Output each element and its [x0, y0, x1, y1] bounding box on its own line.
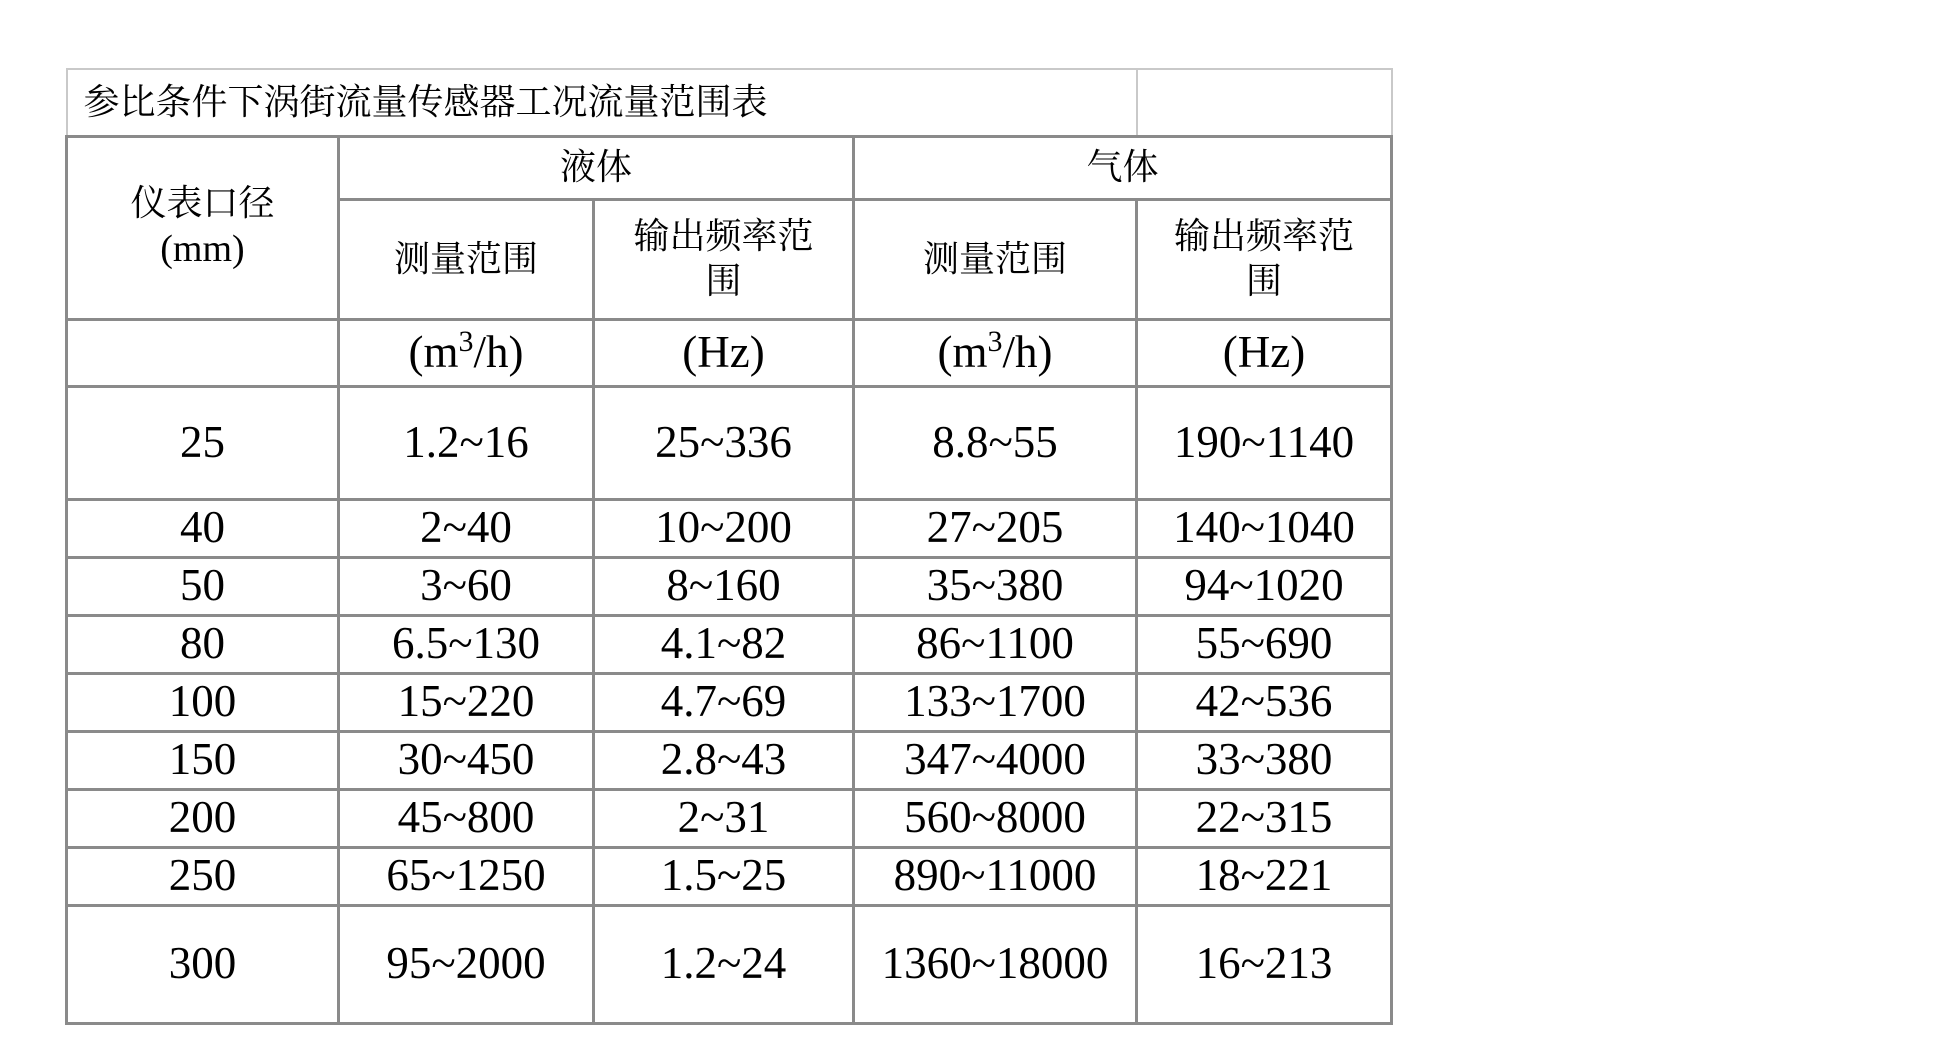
table-row [67, 557, 1392, 615]
table-row [67, 905, 1392, 1023]
value-cell: 65~1250 [339, 847, 594, 905]
table-body [67, 386, 1392, 1023]
flow-range-table [65, 68, 1393, 1025]
value-cell: 22~315 [1137, 789, 1392, 847]
value-cell: 140~1040 [1137, 499, 1392, 557]
diameter-cell: 40 [67, 499, 339, 557]
group-header-gas: 气体 [854, 136, 1392, 199]
value-cell: 33~380 [1137, 731, 1392, 789]
value-cell: 94~1020 [1137, 557, 1392, 615]
diameter-cell: 25 [67, 386, 339, 499]
table-row [67, 847, 1392, 905]
value-cell: 1.2~16 [339, 386, 594, 499]
value-cell: 2~31 [594, 789, 854, 847]
table-row [67, 499, 1392, 557]
value-cell: 30~450 [339, 731, 594, 789]
value-cell: 10~200 [594, 499, 854, 557]
table-row [67, 615, 1392, 673]
table-title: 参比条件下涡街流量传感器工况流量范围表 [67, 69, 1137, 136]
group-header-row [67, 136, 1392, 199]
subheader-frequency-line1: 输出频率范 [633, 216, 814, 256]
value-cell: 15~220 [339, 673, 594, 731]
value-cell: 190~1140 [1137, 386, 1392, 499]
unit-text: (m [937, 326, 988, 377]
unit-superscript: 3 [458, 324, 474, 358]
value-cell: 45~800 [339, 789, 594, 847]
value-cell: 35~380 [854, 557, 1137, 615]
diameter-cell: 250 [67, 847, 339, 905]
value-cell: 133~1700 [854, 673, 1137, 731]
units-row [67, 319, 1392, 386]
subheader-liquid-frequency [594, 199, 854, 319]
diameter-header-label: 仪表口径 [130, 183, 275, 224]
subheader-frequency-line2: 围 [705, 261, 742, 301]
diameter-cell: 80 [67, 615, 339, 673]
value-cell: 6.5~130 [339, 615, 594, 673]
unit-liquid-flow [339, 319, 594, 386]
subheader-gas-frequency [1137, 199, 1392, 319]
unit-superscript: 3 [987, 324, 1003, 358]
unit-gas-flow [854, 319, 1137, 386]
diameter-header-cell [67, 136, 339, 319]
table-row [67, 386, 1392, 499]
group-header-liquid: 液体 [339, 136, 854, 199]
value-cell: 25~336 [594, 386, 854, 499]
unit-text: /h) [473, 326, 524, 377]
subheader-liquid-range: 测量范围 [339, 199, 594, 319]
value-cell: 1.2~24 [594, 905, 854, 1023]
table-row [67, 731, 1392, 789]
value-cell: 8~160 [594, 557, 854, 615]
value-cell: 890~11000 [854, 847, 1137, 905]
value-cell: 18~221 [1137, 847, 1392, 905]
value-cell: 2.8~43 [594, 731, 854, 789]
diameter-cell: 300 [67, 905, 339, 1023]
value-cell: 1360~18000 [854, 905, 1137, 1023]
value-cell: 95~2000 [339, 905, 594, 1023]
diameter-cell: 150 [67, 731, 339, 789]
unit-text: (m [408, 326, 459, 377]
value-cell: 2~40 [339, 499, 594, 557]
value-cell: 1.5~25 [594, 847, 854, 905]
table-title-corner-cell [1137, 69, 1392, 136]
diameter-header-unit: (mm) [160, 228, 245, 271]
diameter-cell: 100 [67, 673, 339, 731]
table-row [67, 789, 1392, 847]
title-row [67, 69, 1392, 136]
value-cell: 347~4000 [854, 731, 1137, 789]
value-cell: 560~8000 [854, 789, 1137, 847]
unit-gas-frequency: (Hz) [1137, 319, 1392, 386]
subheader-frequency-line1: 输出频率范 [1174, 216, 1355, 256]
subheader-frequency-line2: 围 [1246, 261, 1283, 301]
value-cell: 8.8~55 [854, 386, 1137, 499]
value-cell: 42~536 [1137, 673, 1392, 731]
value-cell: 4.1~82 [594, 615, 854, 673]
value-cell: 16~213 [1137, 905, 1392, 1023]
unit-text: /h) [1002, 326, 1053, 377]
value-cell: 27~205 [854, 499, 1137, 557]
value-cell: 55~690 [1137, 615, 1392, 673]
units-empty-cell [67, 319, 339, 386]
unit-liquid-frequency: (Hz) [594, 319, 854, 386]
diameter-cell: 50 [67, 557, 339, 615]
value-cell: 86~1100 [854, 615, 1137, 673]
subheader-gas-range: 测量范围 [854, 199, 1137, 319]
table-row [67, 673, 1392, 731]
value-cell: 4.7~69 [594, 673, 854, 731]
value-cell: 3~60 [339, 557, 594, 615]
diameter-cell: 200 [67, 789, 339, 847]
